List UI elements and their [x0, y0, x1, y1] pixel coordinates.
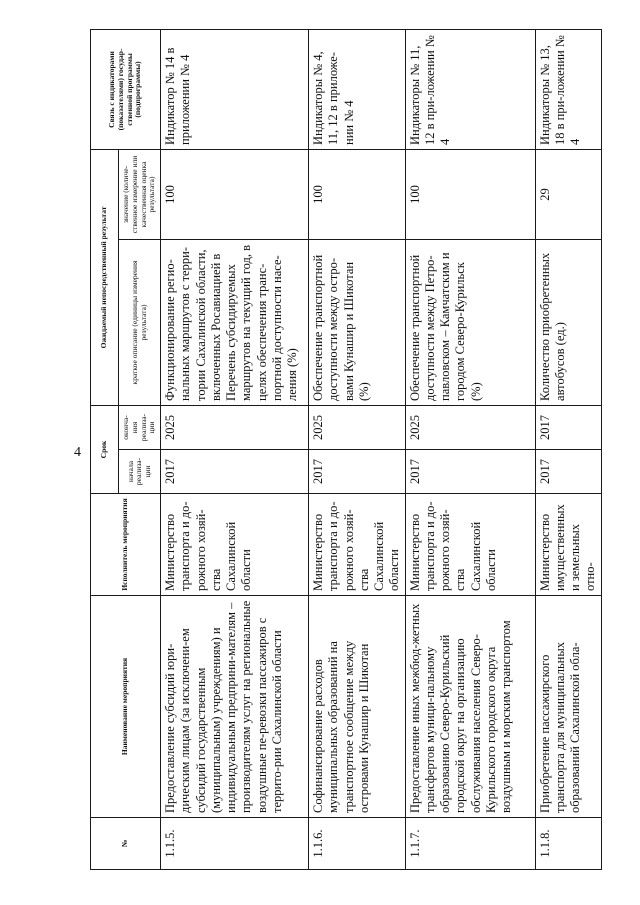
header-term: Срок	[91, 405, 119, 493]
row-start: 2017	[405, 450, 535, 494]
row-link: Индикатор № 14 в приложении № 4	[161, 29, 309, 149]
row-desc: Обеспечение транспортной доступности между остро-вами Кунашир и Шикотан (%)	[309, 239, 406, 405]
header-name: Наименование мероприятия	[91, 596, 161, 818]
row-name: Софинансирование расходов муниципальных образований на транспортное сообщение между островами Кунашир и Шикотан	[309, 596, 406, 818]
rotated-page	[90, 30, 618, 870]
row-start: 2017	[535, 450, 601, 494]
row-value: 100	[405, 149, 535, 239]
activities-table	[90, 29, 602, 870]
row-executor: Министерство имущественных и земельных отно-	[535, 494, 601, 596]
row-end: 2025	[309, 405, 406, 449]
row-executor: Министерство транспорта и до-рожного хозяй-ства Сахалинской области	[161, 494, 309, 596]
row-num: 1.1.7.	[405, 818, 535, 870]
header-result: Ожидаемый непосредственный результат	[91, 149, 119, 405]
row-start: 2017	[161, 450, 309, 494]
header-row	[91, 29, 119, 869]
row-start: 2017	[309, 450, 406, 494]
row-num: 1.1.6.	[309, 818, 406, 870]
row-desc: Обеспечение транспортной доступности между Петро-павловском – Камчатским и городом Северо-Курильск (%)	[405, 239, 535, 405]
row-link: Индикаторы № 4, 11, 12 в приложе-нии № 4	[309, 29, 406, 149]
row-name: Предоставление субсидий юри-дическим лицам (за исключени-ем субсидий государственным (муниципальным) учреждениям) и индивидуальным предприни-мателям – производителям услуг на региональные воздушные пе-ревозки пассажиров с террито-рии Сахалинской области	[161, 596, 309, 818]
row-end: 2017	[535, 405, 601, 449]
row-executor: Министерство транспорта и до-рожного хозяй-ства Сахалинской области	[309, 494, 406, 596]
table-row	[535, 29, 601, 869]
table-row	[309, 29, 406, 869]
row-desc: Функционирование регио-нальных маршрутов с терри-тории Сахалинской области, включенных Росавиацией в Перечень субсидируемых маршрутов на текущий год, в целях обеспечения транс-портной доступности насе-ления (%)	[161, 239, 309, 405]
header-result-desc: краткое описание (единицы измерения результата)	[119, 239, 161, 405]
row-link: Индикаторы № 11, 12 в при-ложении № 4	[405, 29, 535, 149]
header-term-start: начала реализа-ции	[119, 450, 161, 494]
row-num: 1.1.5.	[161, 818, 309, 870]
header-link: Связь с индикаторами (показателями) государ-ственной программы (подпрограммы)	[91, 29, 161, 149]
header-num: №	[91, 818, 161, 870]
row-num: 1.1.8.	[535, 818, 601, 870]
row-desc: Количество приобретенных автобусов (ед.)	[535, 239, 601, 405]
row-name: Предоставление иных межбюд-жетных трансфертов муници-пальному образованию Северо-Курильский городской округ на организацию обслуживания населения Северо-Курильского городского округа воздушным и морским транспортом	[405, 596, 535, 818]
row-end: 2025	[161, 405, 309, 449]
row-value: 100	[161, 149, 309, 239]
page-number: 4	[74, 445, 81, 460]
row-value: 100	[309, 149, 406, 239]
header-executor: Исполнитель мероприятия	[91, 494, 161, 596]
row-link: Индикаторы № 13, 18 в при-ложении № 4	[535, 29, 601, 149]
row-end: 2025	[405, 405, 535, 449]
table-row	[405, 29, 535, 869]
header-term-end: оконча-ния реализа-ции	[119, 405, 161, 449]
header-result-value: значение (количе-ственное измерение или качественная оценка результата)	[119, 149, 161, 239]
table-row	[161, 29, 309, 869]
row-name: Приобретение пассажирского транспорта для муниципальных образований Сахалинской обла-	[535, 596, 601, 818]
row-executor: Министерство транспорта и до-рожного хозяй-ства Сахалинской области	[405, 494, 535, 596]
row-value: 29	[535, 149, 601, 239]
